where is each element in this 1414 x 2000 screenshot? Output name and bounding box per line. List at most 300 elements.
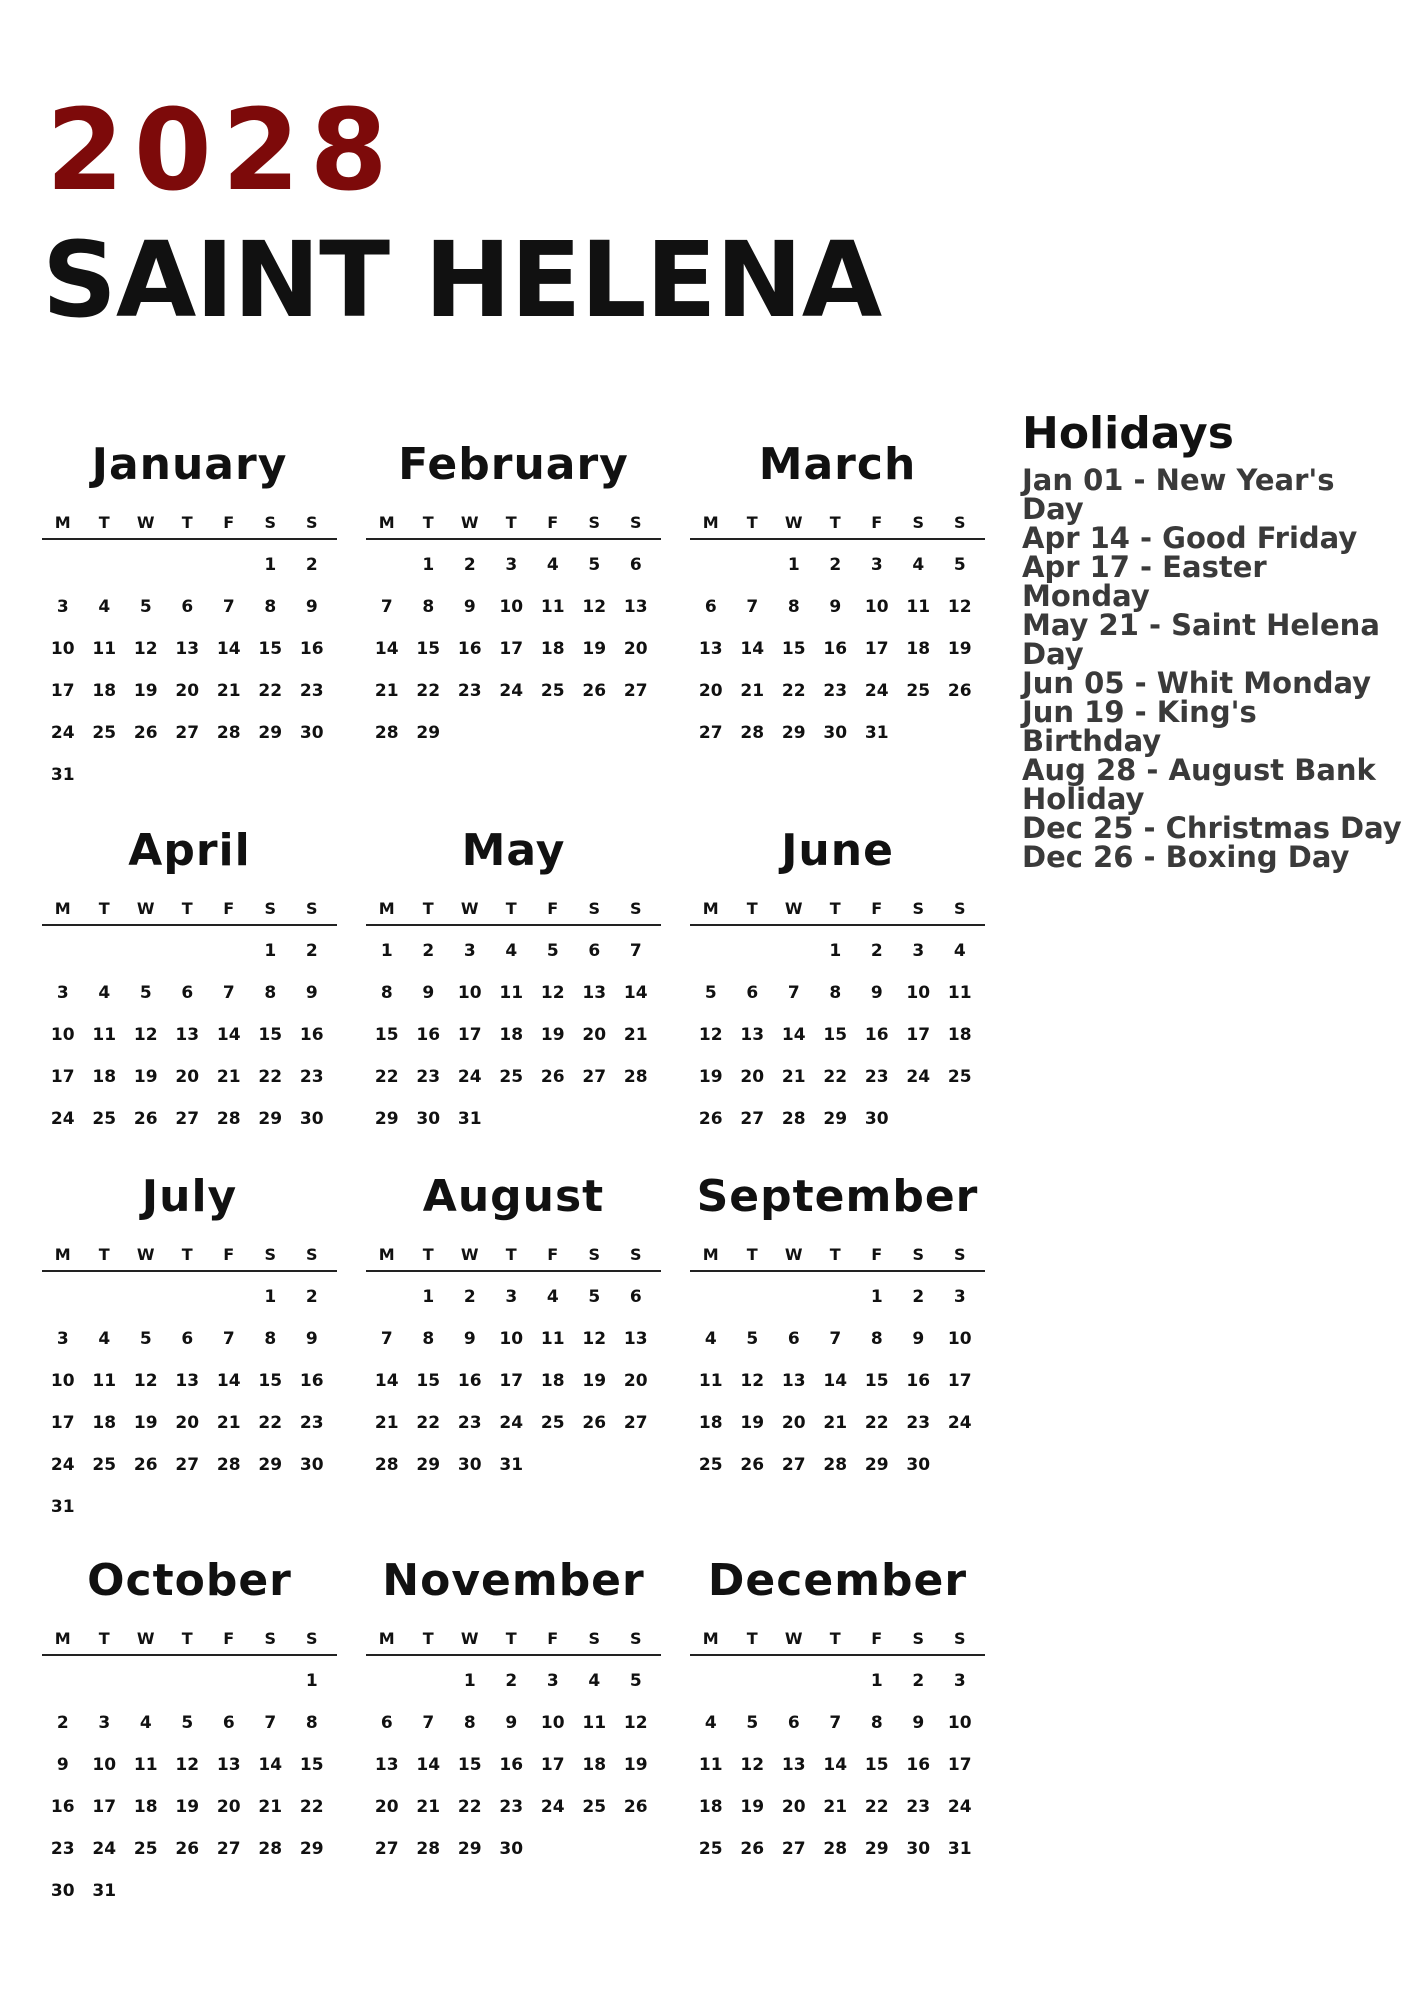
weekday-header bbox=[366, 508, 661, 536]
day-cell: 24 bbox=[947, 1413, 972, 1433]
day-cell: 23 bbox=[299, 681, 324, 701]
day-cell: 24 bbox=[50, 1109, 75, 1129]
day-cell: 30 bbox=[906, 1455, 931, 1475]
day-cell: 22 bbox=[416, 1413, 441, 1433]
day-cell: 11 bbox=[92, 1371, 117, 1391]
day-cell: 5 bbox=[588, 555, 601, 575]
year-title: 2028 bbox=[46, 86, 398, 216]
weekday-label: S bbox=[629, 1244, 642, 1264]
day-cell: 11 bbox=[499, 983, 524, 1003]
day-cell: 14 bbox=[216, 1025, 241, 1045]
day-cell: 21 bbox=[216, 681, 241, 701]
day-cell: 2 bbox=[505, 1671, 518, 1691]
day-cell: 4 bbox=[588, 1671, 601, 1691]
day-cell: 7 bbox=[787, 983, 800, 1003]
weekday-label: T bbox=[505, 512, 517, 532]
day-cell: 13 bbox=[781, 1371, 806, 1391]
day-cell: 5 bbox=[746, 1329, 759, 1349]
weekday-label: W bbox=[460, 1244, 479, 1264]
day-cell: 22 bbox=[781, 681, 806, 701]
weekday-header bbox=[690, 508, 985, 536]
day-cell: 3 bbox=[56, 597, 69, 617]
weekday-header bbox=[42, 894, 337, 922]
weekday-label: F bbox=[223, 512, 235, 532]
day-cell: 26 bbox=[540, 1067, 565, 1087]
day-cell: 3 bbox=[953, 1287, 966, 1307]
day-cell: 15 bbox=[258, 1025, 283, 1045]
day-cell: 31 bbox=[92, 1881, 117, 1901]
day-cell: 19 bbox=[740, 1413, 765, 1433]
weekday-label: W bbox=[460, 898, 479, 918]
weekday-label: S bbox=[264, 1628, 277, 1648]
empty-cell bbox=[732, 544, 774, 586]
day-cell: 29 bbox=[258, 723, 283, 743]
day-cell: 3 bbox=[953, 1671, 966, 1691]
weekday-header bbox=[690, 1624, 985, 1652]
month-name: June bbox=[781, 825, 894, 876]
day-cell: 18 bbox=[540, 639, 565, 659]
month-name: April bbox=[128, 825, 251, 876]
day-cell: 7 bbox=[222, 597, 235, 617]
day-cell: 23 bbox=[457, 1413, 482, 1433]
empty-cell bbox=[690, 1660, 732, 1702]
day-cell: 5 bbox=[629, 1671, 642, 1691]
day-cell: 30 bbox=[299, 1109, 324, 1129]
day-cell: 1 bbox=[829, 941, 842, 961]
day-cell: 6 bbox=[704, 597, 717, 617]
day-cell: 16 bbox=[299, 1025, 324, 1045]
header-divider bbox=[366, 1654, 661, 1656]
day-cell: 24 bbox=[540, 1797, 565, 1817]
day-grid bbox=[42, 544, 337, 796]
day-cell: 18 bbox=[540, 1371, 565, 1391]
day-cell: 19 bbox=[133, 1067, 158, 1087]
day-cell: 14 bbox=[823, 1755, 848, 1775]
day-grid bbox=[690, 1276, 985, 1486]
weekday-label: S bbox=[912, 1244, 925, 1264]
day-cell: 7 bbox=[829, 1329, 842, 1349]
day-cell: 9 bbox=[56, 1755, 69, 1775]
day-cell: 16 bbox=[499, 1755, 524, 1775]
day-cell: 7 bbox=[222, 983, 235, 1003]
weekday-label: F bbox=[223, 898, 235, 918]
day-cell: 10 bbox=[50, 1025, 75, 1045]
day-cell: 25 bbox=[92, 723, 117, 743]
day-cell: 13 bbox=[216, 1755, 241, 1775]
weekday-header bbox=[42, 508, 337, 536]
header-divider bbox=[690, 1654, 985, 1656]
day-cell: 18 bbox=[947, 1025, 972, 1045]
day-cell: 16 bbox=[823, 639, 848, 659]
day-cell: 19 bbox=[623, 1755, 648, 1775]
day-cell: 26 bbox=[133, 1109, 158, 1129]
day-cell: 31 bbox=[457, 1109, 482, 1129]
day-cell: 31 bbox=[50, 765, 75, 785]
month-name: January bbox=[91, 439, 288, 490]
month-name: October bbox=[87, 1555, 292, 1606]
day-cell: 28 bbox=[781, 1109, 806, 1129]
day-cell: 1 bbox=[870, 1671, 883, 1691]
day-cell: 21 bbox=[416, 1797, 441, 1817]
month-december bbox=[690, 1556, 985, 1870]
day-cell: 3 bbox=[912, 941, 925, 961]
month-july bbox=[42, 1172, 337, 1528]
day-cell: 15 bbox=[299, 1755, 324, 1775]
day-cell: 20 bbox=[740, 1067, 765, 1087]
empty-cell bbox=[773, 930, 815, 972]
empty-cell bbox=[167, 930, 209, 972]
day-cell: 10 bbox=[499, 1329, 524, 1349]
month-name: July bbox=[141, 1171, 238, 1222]
holidays-title: Holidays bbox=[1022, 408, 1234, 459]
weekday-label: T bbox=[181, 1628, 193, 1648]
weekday-label: T bbox=[829, 512, 841, 532]
weekday-label: T bbox=[98, 1244, 110, 1264]
day-cell: 21 bbox=[374, 1413, 399, 1433]
day-cell: 22 bbox=[457, 1797, 482, 1817]
day-grid bbox=[366, 544, 661, 754]
day-cell: 20 bbox=[175, 1413, 200, 1433]
day-cell: 26 bbox=[740, 1455, 765, 1475]
day-cell: 7 bbox=[380, 1329, 393, 1349]
day-cell: 2 bbox=[305, 1287, 318, 1307]
month-august bbox=[366, 1172, 661, 1486]
day-cell: 26 bbox=[133, 1455, 158, 1475]
day-cell: 29 bbox=[457, 1839, 482, 1859]
day-cell: 10 bbox=[906, 983, 931, 1003]
empty-cell bbox=[732, 930, 774, 972]
weekday-label: F bbox=[871, 1628, 883, 1648]
weekday-label: S bbox=[912, 512, 925, 532]
day-cell: 14 bbox=[216, 1371, 241, 1391]
header-divider bbox=[690, 538, 985, 540]
day-cell: 24 bbox=[50, 1455, 75, 1475]
empty-cell bbox=[690, 1276, 732, 1318]
day-cell: 9 bbox=[505, 1713, 518, 1733]
day-cell: 19 bbox=[175, 1797, 200, 1817]
day-cell: 24 bbox=[92, 1839, 117, 1859]
weekday-label: W bbox=[136, 898, 155, 918]
day-cell: 25 bbox=[92, 1455, 117, 1475]
day-cell: 11 bbox=[906, 597, 931, 617]
day-cell: 1 bbox=[463, 1671, 476, 1691]
weekday-header bbox=[366, 894, 661, 922]
day-cell: 20 bbox=[374, 1797, 399, 1817]
day-cell: 16 bbox=[457, 639, 482, 659]
day-cell: 29 bbox=[374, 1109, 399, 1129]
day-cell: 10 bbox=[864, 597, 889, 617]
day-cell: 25 bbox=[133, 1839, 158, 1859]
weekday-label: S bbox=[588, 512, 601, 532]
day-cell: 3 bbox=[56, 1329, 69, 1349]
day-cell: 8 bbox=[305, 1713, 318, 1733]
day-cell: 18 bbox=[698, 1797, 723, 1817]
empty-cell bbox=[125, 1660, 167, 1702]
day-cell: 29 bbox=[864, 1839, 889, 1859]
weekday-label: S bbox=[629, 1628, 642, 1648]
day-cell: 19 bbox=[740, 1797, 765, 1817]
day-cell: 22 bbox=[416, 681, 441, 701]
day-cell: 28 bbox=[740, 723, 765, 743]
weekday-label: W bbox=[460, 1628, 479, 1648]
day-cell: 19 bbox=[133, 681, 158, 701]
empty-cell bbox=[690, 930, 732, 972]
day-cell: 3 bbox=[98, 1713, 111, 1733]
day-grid bbox=[366, 1276, 661, 1486]
day-cell: 29 bbox=[258, 1109, 283, 1129]
day-cell: 17 bbox=[906, 1025, 931, 1045]
day-cell: 12 bbox=[582, 1329, 607, 1349]
empty-cell bbox=[42, 1276, 84, 1318]
weekday-label: M bbox=[54, 1628, 71, 1648]
day-cell: 4 bbox=[98, 1329, 111, 1349]
day-cell: 1 bbox=[264, 1287, 277, 1307]
day-cell: 19 bbox=[698, 1067, 723, 1087]
day-cell: 27 bbox=[582, 1067, 607, 1087]
empty-cell bbox=[84, 544, 126, 586]
day-cell: 22 bbox=[258, 1413, 283, 1433]
day-cell: 31 bbox=[864, 723, 889, 743]
day-cell: 17 bbox=[499, 1371, 524, 1391]
day-cell: 2 bbox=[56, 1713, 69, 1733]
day-cell: 13 bbox=[175, 1025, 200, 1045]
day-cell: 2 bbox=[870, 941, 883, 961]
day-cell: 13 bbox=[781, 1755, 806, 1775]
day-cell: 8 bbox=[422, 1329, 435, 1349]
day-cell: 7 bbox=[264, 1713, 277, 1733]
day-cell: 22 bbox=[374, 1067, 399, 1087]
day-cell: 24 bbox=[906, 1067, 931, 1087]
weekday-label: M bbox=[378, 898, 395, 918]
day-cell: 9 bbox=[422, 983, 435, 1003]
day-cell: 11 bbox=[92, 1025, 117, 1045]
day-cell: 9 bbox=[829, 597, 842, 617]
day-cell: 15 bbox=[416, 639, 441, 659]
day-cell: 20 bbox=[623, 639, 648, 659]
day-cell: 6 bbox=[629, 555, 642, 575]
empty-cell bbox=[815, 1660, 857, 1702]
day-cell: 3 bbox=[870, 555, 883, 575]
day-cell: 25 bbox=[92, 1109, 117, 1129]
day-cell: 1 bbox=[422, 555, 435, 575]
day-cell: 31 bbox=[50, 1497, 75, 1517]
day-cell: 30 bbox=[823, 723, 848, 743]
weekday-header bbox=[690, 1240, 985, 1268]
day-cell: 4 bbox=[546, 555, 559, 575]
weekday-label: T bbox=[746, 1628, 758, 1648]
day-cell: 12 bbox=[947, 597, 972, 617]
day-grid bbox=[42, 1660, 337, 1912]
day-cell: 21 bbox=[823, 1797, 848, 1817]
day-cell: 7 bbox=[222, 1329, 235, 1349]
weekday-label: T bbox=[422, 1628, 434, 1648]
day-cell: 5 bbox=[704, 983, 717, 1003]
day-cell: 27 bbox=[623, 681, 648, 701]
day-cell: 2 bbox=[305, 555, 318, 575]
empty-cell bbox=[125, 1276, 167, 1318]
holiday-item: Jan 01 - New Year's Day bbox=[1022, 463, 1335, 526]
day-cell: 30 bbox=[299, 1455, 324, 1475]
day-cell: 21 bbox=[374, 681, 399, 701]
day-cell: 18 bbox=[698, 1413, 723, 1433]
day-cell: 29 bbox=[416, 1455, 441, 1475]
weekday-label: S bbox=[629, 512, 642, 532]
day-cell: 14 bbox=[781, 1025, 806, 1045]
day-cell: 6 bbox=[588, 941, 601, 961]
day-cell: 26 bbox=[740, 1839, 765, 1859]
month-february bbox=[366, 440, 661, 754]
weekday-label: T bbox=[829, 1628, 841, 1648]
day-cell: 1 bbox=[422, 1287, 435, 1307]
day-cell: 8 bbox=[870, 1329, 883, 1349]
weekday-label: T bbox=[746, 512, 758, 532]
day-cell: 8 bbox=[787, 597, 800, 617]
day-cell: 1 bbox=[264, 941, 277, 961]
weekday-label: F bbox=[547, 512, 559, 532]
day-cell: 26 bbox=[582, 1413, 607, 1433]
empty-cell bbox=[84, 1276, 126, 1318]
day-cell: 10 bbox=[50, 639, 75, 659]
day-cell: 27 bbox=[175, 1109, 200, 1129]
empty-cell bbox=[208, 544, 250, 586]
day-cell: 1 bbox=[870, 1287, 883, 1307]
day-cell: 21 bbox=[623, 1025, 648, 1045]
weekday-label: S bbox=[588, 1244, 601, 1264]
day-cell: 13 bbox=[698, 639, 723, 659]
holidays-panel bbox=[1022, 410, 1402, 872]
day-cell: 24 bbox=[947, 1797, 972, 1817]
header-divider bbox=[42, 924, 337, 926]
empty-cell bbox=[42, 544, 84, 586]
weekday-label: T bbox=[746, 1244, 758, 1264]
day-cell: 30 bbox=[906, 1839, 931, 1859]
day-cell: 4 bbox=[98, 983, 111, 1003]
empty-cell bbox=[84, 1660, 126, 1702]
header-divider bbox=[690, 1270, 985, 1272]
day-cell: 13 bbox=[740, 1025, 765, 1045]
day-cell: 28 bbox=[258, 1839, 283, 1859]
header-divider bbox=[366, 1270, 661, 1272]
weekday-label: S bbox=[305, 512, 318, 532]
empty-cell bbox=[167, 1660, 209, 1702]
day-cell: 25 bbox=[540, 1413, 565, 1433]
day-cell: 5 bbox=[139, 597, 152, 617]
day-grid bbox=[690, 930, 985, 1140]
day-cell: 28 bbox=[216, 1109, 241, 1129]
day-cell: 5 bbox=[139, 1329, 152, 1349]
day-grid bbox=[366, 1660, 661, 1870]
weekday-label: F bbox=[547, 1244, 559, 1264]
day-cell: 18 bbox=[906, 639, 931, 659]
day-cell: 24 bbox=[499, 1413, 524, 1433]
day-cell: 23 bbox=[823, 681, 848, 701]
day-cell: 16 bbox=[906, 1755, 931, 1775]
weekday-label: F bbox=[223, 1244, 235, 1264]
day-cell: 8 bbox=[264, 983, 277, 1003]
empty-cell bbox=[690, 544, 732, 586]
day-cell: 20 bbox=[582, 1025, 607, 1045]
month-name: December bbox=[707, 1555, 968, 1606]
day-cell: 11 bbox=[698, 1755, 723, 1775]
day-cell: 11 bbox=[540, 597, 565, 617]
empty-cell bbox=[815, 1276, 857, 1318]
day-cell: 27 bbox=[698, 723, 723, 743]
month-name: May bbox=[461, 825, 566, 876]
month-name: August bbox=[422, 1171, 605, 1222]
weekday-label: W bbox=[784, 898, 803, 918]
weekday-label: S bbox=[305, 1628, 318, 1648]
day-cell: 27 bbox=[781, 1455, 806, 1475]
month-april bbox=[42, 826, 337, 1140]
holiday-item: May 21 - Saint Helena Day bbox=[1022, 608, 1380, 671]
day-cell: 22 bbox=[823, 1067, 848, 1087]
day-cell: 6 bbox=[181, 1329, 194, 1349]
weekday-label: T bbox=[98, 1628, 110, 1648]
day-cell: 29 bbox=[781, 723, 806, 743]
day-cell: 9 bbox=[912, 1713, 925, 1733]
day-cell: 6 bbox=[746, 983, 759, 1003]
day-cell: 15 bbox=[258, 639, 283, 659]
weekday-label: W bbox=[784, 512, 803, 532]
holiday-item: Jun 05 - Whit Monday bbox=[1022, 666, 1372, 700]
weekday-label: T bbox=[422, 898, 434, 918]
day-cell: 3 bbox=[546, 1671, 559, 1691]
day-cell: 6 bbox=[181, 597, 194, 617]
day-cell: 21 bbox=[258, 1797, 283, 1817]
day-cell: 10 bbox=[947, 1329, 972, 1349]
day-grid bbox=[690, 544, 985, 754]
day-cell: 21 bbox=[740, 681, 765, 701]
header-divider bbox=[690, 924, 985, 926]
day-cell: 5 bbox=[746, 1713, 759, 1733]
weekday-label: T bbox=[181, 1244, 193, 1264]
weekday-label: F bbox=[547, 898, 559, 918]
empty-cell bbox=[125, 930, 167, 972]
day-cell: 9 bbox=[305, 597, 318, 617]
day-cell: 28 bbox=[216, 723, 241, 743]
header-divider bbox=[366, 924, 661, 926]
day-cell: 14 bbox=[623, 983, 648, 1003]
weekday-label: F bbox=[871, 898, 883, 918]
day-cell: 1 bbox=[305, 1671, 318, 1691]
day-cell: 17 bbox=[92, 1797, 117, 1817]
day-cell: 6 bbox=[629, 1287, 642, 1307]
day-cell: 20 bbox=[698, 681, 723, 701]
day-cell: 2 bbox=[912, 1287, 925, 1307]
day-cell: 26 bbox=[698, 1109, 723, 1129]
weekday-label: S bbox=[912, 898, 925, 918]
day-cell: 7 bbox=[380, 597, 393, 617]
weekday-label: T bbox=[181, 512, 193, 532]
day-cell: 10 bbox=[50, 1371, 75, 1391]
day-cell: 28 bbox=[374, 1455, 399, 1475]
day-cell: 20 bbox=[216, 1797, 241, 1817]
day-cell: 4 bbox=[704, 1713, 717, 1733]
empty-cell bbox=[408, 1660, 450, 1702]
day-cell: 19 bbox=[582, 1371, 607, 1391]
weekday-label: T bbox=[505, 1628, 517, 1648]
empty-cell bbox=[167, 1276, 209, 1318]
day-cell: 28 bbox=[623, 1067, 648, 1087]
day-cell: 25 bbox=[698, 1455, 723, 1475]
day-cell: 30 bbox=[499, 1839, 524, 1859]
day-cell: 5 bbox=[139, 983, 152, 1003]
holiday-item: Dec 25 - Christmas Day bbox=[1022, 811, 1402, 845]
weekday-label: M bbox=[54, 898, 71, 918]
weekday-label: W bbox=[784, 1244, 803, 1264]
header-divider bbox=[42, 538, 337, 540]
day-cell: 26 bbox=[133, 723, 158, 743]
